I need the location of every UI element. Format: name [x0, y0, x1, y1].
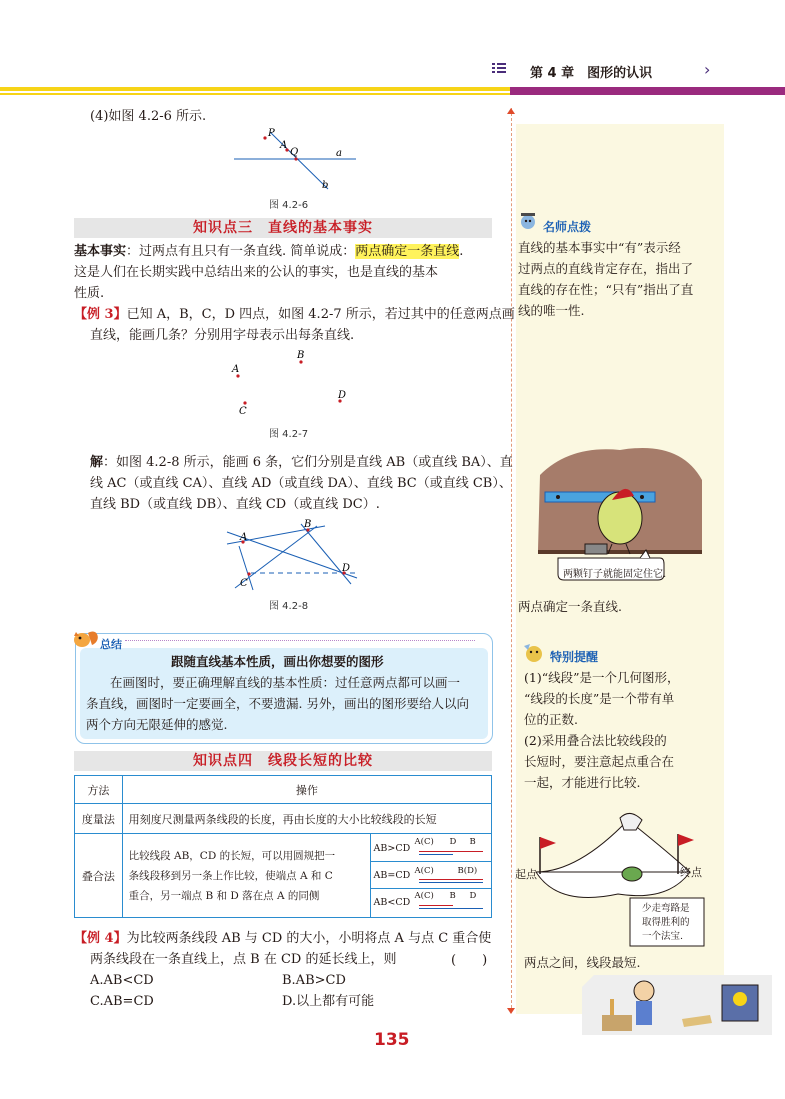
label-P: P [268, 128, 275, 139]
remind-line2: “线段的长度”是一个带有单 [524, 691, 675, 706]
label-A: A [280, 140, 288, 151]
header-stripe-purple [510, 87, 785, 95]
basic-fact-line2: 这是人们在长期实践中总结出来的公认的事实，也是直线的基本 [74, 265, 439, 280]
remind-line4: (2)采用叠合法比较线段的 [524, 733, 667, 748]
case-less: AB<CD A(C) B D [371, 889, 491, 916]
end-label: 终点 [680, 866, 702, 879]
case-greater: AB>CD A(C) D B [371, 835, 491, 862]
solution-line2: 线 AC（或直线 CA）、直线 AD（或直线 DA）、直线 BC（或直线 CB）、 [90, 476, 512, 491]
divider-arrow-bottom-icon [507, 1008, 515, 1014]
cartoon1-bubble: 两颗钉子就能固定住它. [563, 569, 667, 580]
remind-line3: 位的正数. [524, 712, 578, 727]
label-B: B [297, 350, 305, 361]
label-A: A [232, 364, 240, 375]
tip-line3: 直线的存在性；“只有”指出了直 [518, 282, 694, 297]
option-a[interactable]: A.AB<CD [90, 973, 154, 988]
page-number: 135 [374, 1030, 410, 1050]
boy-study-decoration [582, 975, 772, 1035]
header-method: 方法 [75, 776, 123, 804]
tip-line1: 直线的基本事实中“有”表示经 [518, 240, 681, 255]
summary-line1: 在画图时，要正确理解直线的基本性质：过任意两点都可以画一 [110, 675, 461, 690]
label-C: C [240, 578, 248, 589]
section3-title: 知识点三 直线的基本事实 [74, 218, 492, 238]
solution-line3: 直线 BD（或直线 DB）、直线 CD（或直线 DC）. [90, 497, 380, 512]
section4-title: 知识点四 线段长短的比较 [74, 751, 492, 771]
basic-fact-label: 基本事实 [74, 244, 127, 259]
teacher-mascot-icon [516, 210, 542, 234]
header-operation: 操作 [122, 776, 491, 804]
cartoon1-caption: 两点确定一条直线. [518, 599, 622, 614]
remind-line1: (1)“线段”是一个几何图形， [524, 670, 680, 685]
tip-line4: 线的唯一性. [518, 303, 585, 318]
fig427-caption: 图 4.2-7 [269, 429, 309, 440]
label-B: B [304, 519, 312, 530]
row2-method: 叠合法 [75, 834, 123, 918]
row1-operation: 用刻度尺测量两条线段的长度，再由长度的大小比较线段的长短 [122, 804, 491, 834]
menu-icon[interactable] [492, 61, 506, 75]
comparison-table [74, 775, 492, 918]
tip-title: 名师点拨 [543, 220, 592, 234]
label-b: b [322, 180, 329, 191]
option-d[interactable]: D.以上都有可能 [282, 994, 375, 1009]
header-stripe-yellow [0, 87, 510, 91]
basic-fact-line1: 基本事实：过两点有且只有一条直线. 简单说成：两点确定一条直线. [74, 244, 464, 259]
solution-label: 解 [90, 455, 104, 470]
remind-title: 特别提醒 [550, 650, 599, 664]
divider-arrow-top-icon [507, 108, 515, 114]
basic-fact-highlight: 两点确定一条直线 [355, 244, 460, 259]
summary-dots [125, 640, 475, 641]
figure-4-2-8 [225, 518, 365, 593]
page-header [0, 0, 785, 100]
label-A: A [240, 532, 248, 543]
row2-cases [370, 834, 491, 918]
label-D: D [338, 390, 347, 401]
label-D: D [342, 563, 351, 574]
solution-line1: 解：如图 4.2-8 所示，能画 6 条，它们分别是直线 AB（或直线 BA）、直 [90, 455, 513, 470]
chapter-title: 第 4 章 图形的认识 [530, 66, 653, 81]
figure-4-2-7 [228, 348, 358, 420]
summary-line2: 条直线，画图时一定要画全，不要遗漏. 另外，画出的图形要给人以向 [86, 696, 469, 711]
label-Q: Q [290, 147, 299, 158]
answer-bracket[interactable]: ( ) [451, 953, 488, 968]
row2-operation: 比较线段 AB，CD 的长短，可以用圆规把一 条线段移到另一条上作比较，使端点 A 和 C 重合，另一端点 B 和 D 落在点 A 的同侧 [122, 834, 370, 918]
chevron-right-icon[interactable]: › [704, 60, 711, 79]
example3-line1: 【例 3】已知 A，B，C，D 四点，如图 4.2-7 所示，若过其中的任意两点画 [74, 307, 515, 322]
fig428-caption: 图 4.2-8 [269, 601, 309, 612]
reminder-mascot-icon [520, 640, 548, 666]
remind-line5: 长短时，要注意起点重合在 [524, 754, 675, 769]
fig426-caption: 图 4.2-6 [269, 200, 309, 211]
example3-line2: 直线，能画几条？分别用字母表示出每条直线. [90, 328, 355, 343]
cartoon2-bubble: 少走弯路是 取得胜利的 一个法宝. [642, 903, 690, 942]
summary-tag: 总结 [100, 638, 122, 651]
label-a: a [336, 148, 342, 159]
remind-line6: 一起，才能进行比较. [524, 775, 641, 790]
example3-tag: 【例 3】 [74, 307, 127, 322]
tip-line2: 过两点的直线肯定存在，指出了 [518, 261, 694, 276]
side-divider [511, 108, 512, 1008]
cartoon2-caption: 两点之间，线段最短. [524, 955, 641, 970]
squirrel-mascot-icon [70, 627, 104, 649]
fig426-intro: (4)如图 4.2-6 所示. [90, 109, 207, 124]
summary-line3: 两个方向无限延伸的感觉. [86, 717, 228, 732]
figure-4-2-6 [230, 124, 360, 194]
example4-line1: 【例 4】为比较两条线段 AB 与 CD 的大小，小明将点 A 与点 C 重合使 [74, 931, 492, 946]
summary-title: 跟随直线基本性质，画出你想要的图形 [171, 654, 384, 669]
case-equal: AB=CD A(C) B(D) [371, 862, 491, 889]
example4-line2: 两条线段在一条直线上，点 B 在 CD 的延长线上，则 [90, 952, 397, 967]
option-c[interactable]: C.AB=CD [90, 994, 154, 1009]
basic-fact-line3: 性质. [74, 286, 105, 301]
header-stripe-yellow-thin [0, 93, 510, 95]
row1-method: 度量法 [75, 804, 123, 834]
label-C: C [239, 406, 247, 417]
option-b[interactable]: B.AB>CD [282, 973, 346, 988]
example4-tag: 【例 4】 [74, 931, 127, 946]
start-label: 起点 [515, 868, 537, 881]
